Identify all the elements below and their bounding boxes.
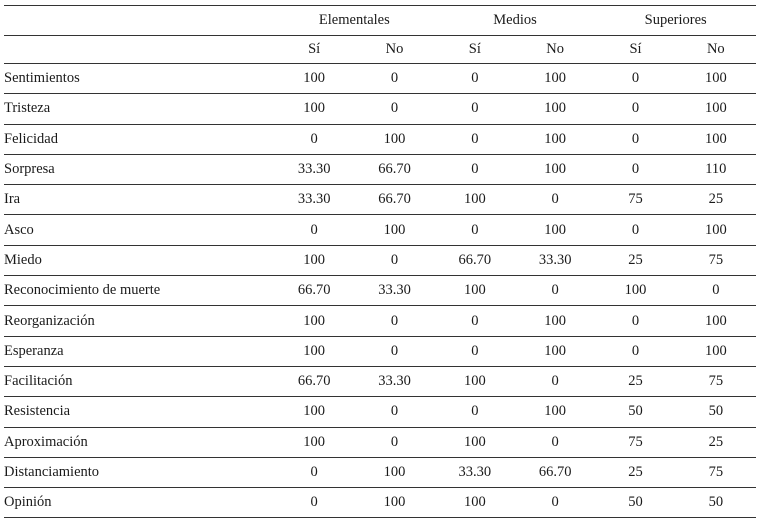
value-cell: 33.30 xyxy=(435,457,515,487)
row-label: Resistencia xyxy=(4,397,274,427)
row-label: Reconocimiento de muerte xyxy=(4,276,274,306)
value-cell: 66.70 xyxy=(274,366,354,396)
value-cell: 50 xyxy=(595,488,675,518)
value-cell: 100 xyxy=(354,457,434,487)
table-body xyxy=(4,64,756,518)
value-cell: 25 xyxy=(595,366,675,396)
value-cell: 0 xyxy=(354,306,434,336)
corner-cell xyxy=(4,6,274,36)
value-cell: 25 xyxy=(595,245,675,275)
table-row xyxy=(4,215,756,245)
table-row xyxy=(4,457,756,487)
value-cell: 0 xyxy=(595,306,675,336)
data-table xyxy=(4,5,756,518)
value-cell: 50 xyxy=(676,488,756,518)
value-cell: 66.70 xyxy=(274,276,354,306)
value-cell: 100 xyxy=(274,336,354,366)
value-cell: 0 xyxy=(354,427,434,457)
group-header-row xyxy=(4,6,756,36)
value-cell: 50 xyxy=(676,397,756,427)
value-cell: 100 xyxy=(515,124,595,154)
value-cell: 0 xyxy=(274,488,354,518)
value-cell: 100 xyxy=(676,94,756,124)
sub-header-row xyxy=(4,36,756,64)
table-row xyxy=(4,488,756,518)
value-cell: 33.30 xyxy=(354,276,434,306)
row-label: Aproximación xyxy=(4,427,274,457)
group-header-superiores: Superiores xyxy=(595,6,756,36)
value-cell: 75 xyxy=(595,427,675,457)
table-row xyxy=(4,245,756,275)
value-cell: 0 xyxy=(676,276,756,306)
value-cell: 100 xyxy=(274,306,354,336)
value-cell: 100 xyxy=(435,427,515,457)
value-cell: 100 xyxy=(595,276,675,306)
value-cell: 0 xyxy=(435,154,515,184)
value-cell: 0 xyxy=(595,336,675,366)
value-cell: 66.70 xyxy=(515,457,595,487)
value-cell: 0 xyxy=(515,276,595,306)
table-row xyxy=(4,124,756,154)
row-label: Felicidad xyxy=(4,124,274,154)
row-label: Sentimientos xyxy=(4,64,274,94)
value-cell: 0 xyxy=(354,397,434,427)
value-cell: 66.70 xyxy=(435,245,515,275)
value-cell: 100 xyxy=(435,366,515,396)
value-cell: 100 xyxy=(515,306,595,336)
value-cell: 0 xyxy=(595,94,675,124)
table-row xyxy=(4,397,756,427)
row-label: Reorganización xyxy=(4,306,274,336)
group-header-elementales: Elementales xyxy=(274,6,435,36)
value-cell: 25 xyxy=(676,185,756,215)
row-label: Facilitación xyxy=(4,366,274,396)
sub-header: Sí xyxy=(435,36,515,64)
value-cell: 100 xyxy=(676,64,756,94)
value-cell: 100 xyxy=(676,336,756,366)
value-cell: 100 xyxy=(354,215,434,245)
row-label: Distanciamiento xyxy=(4,457,274,487)
value-cell: 50 xyxy=(595,397,675,427)
value-cell: 0 xyxy=(354,64,434,94)
value-cell: 100 xyxy=(354,488,434,518)
value-cell: 75 xyxy=(676,245,756,275)
table-row xyxy=(4,366,756,396)
sub-header: Sí xyxy=(595,36,675,64)
value-cell: 0 xyxy=(515,366,595,396)
value-cell: 100 xyxy=(435,276,515,306)
value-cell: 75 xyxy=(595,185,675,215)
row-label: Miedo xyxy=(4,245,274,275)
value-cell: 100 xyxy=(274,64,354,94)
value-cell: 100 xyxy=(274,397,354,427)
row-label: Opinión xyxy=(4,488,274,518)
value-cell: 0 xyxy=(274,457,354,487)
sub-header: No xyxy=(676,36,756,64)
value-cell: 33.30 xyxy=(354,366,434,396)
value-cell: 0 xyxy=(595,64,675,94)
value-cell: 33.30 xyxy=(274,185,354,215)
value-cell: 0 xyxy=(354,245,434,275)
corner-cell-sub xyxy=(4,36,274,64)
table-row xyxy=(4,276,756,306)
table-row xyxy=(4,185,756,215)
value-cell: 0 xyxy=(274,215,354,245)
table-row xyxy=(4,64,756,94)
sub-header: No xyxy=(354,36,434,64)
sub-header: No xyxy=(515,36,595,64)
value-cell: 0 xyxy=(435,336,515,366)
value-cell: 0 xyxy=(595,215,675,245)
value-cell: 100 xyxy=(435,488,515,518)
value-cell: 0 xyxy=(435,64,515,94)
value-cell: 0 xyxy=(435,215,515,245)
value-cell: 33.30 xyxy=(515,245,595,275)
table-row xyxy=(4,306,756,336)
value-cell: 100 xyxy=(274,94,354,124)
value-cell: 0 xyxy=(435,306,515,336)
value-cell: 0 xyxy=(595,154,675,184)
value-cell: 100 xyxy=(274,427,354,457)
value-cell: 0 xyxy=(435,397,515,427)
value-cell: 33.30 xyxy=(274,154,354,184)
value-cell: 0 xyxy=(354,336,434,366)
table-row xyxy=(4,154,756,184)
value-cell: 110 xyxy=(676,154,756,184)
value-cell: 0 xyxy=(435,124,515,154)
value-cell: 100 xyxy=(676,306,756,336)
row-label: Sorpresa xyxy=(4,154,274,184)
sub-header: Sí xyxy=(274,36,354,64)
table-row xyxy=(4,94,756,124)
value-cell: 0 xyxy=(274,124,354,154)
value-cell: 100 xyxy=(515,64,595,94)
value-cell: 100 xyxy=(515,397,595,427)
row-label: Tristeza xyxy=(4,94,274,124)
row-label: Esperanza xyxy=(4,336,274,366)
table-row xyxy=(4,336,756,366)
value-cell: 0 xyxy=(515,488,595,518)
value-cell: 100 xyxy=(515,154,595,184)
value-cell: 100 xyxy=(676,215,756,245)
value-cell: 0 xyxy=(595,124,675,154)
value-cell: 25 xyxy=(595,457,675,487)
value-cell: 0 xyxy=(354,94,434,124)
value-cell: 100 xyxy=(435,185,515,215)
value-cell: 75 xyxy=(676,457,756,487)
value-cell: 100 xyxy=(515,215,595,245)
table-row xyxy=(4,427,756,457)
value-cell: 0 xyxy=(435,94,515,124)
value-cell: 100 xyxy=(515,336,595,366)
value-cell: 0 xyxy=(515,185,595,215)
value-cell: 66.70 xyxy=(354,154,434,184)
value-cell: 100 xyxy=(515,94,595,124)
value-cell: 66.70 xyxy=(354,185,434,215)
value-cell: 100 xyxy=(354,124,434,154)
value-cell: 100 xyxy=(274,245,354,275)
row-label: Asco xyxy=(4,215,274,245)
row-label: Ira xyxy=(4,185,274,215)
group-header-medios: Medios xyxy=(435,6,596,36)
value-cell: 25 xyxy=(676,427,756,457)
value-cell: 75 xyxy=(676,366,756,396)
value-cell: 100 xyxy=(676,124,756,154)
value-cell: 0 xyxy=(515,427,595,457)
